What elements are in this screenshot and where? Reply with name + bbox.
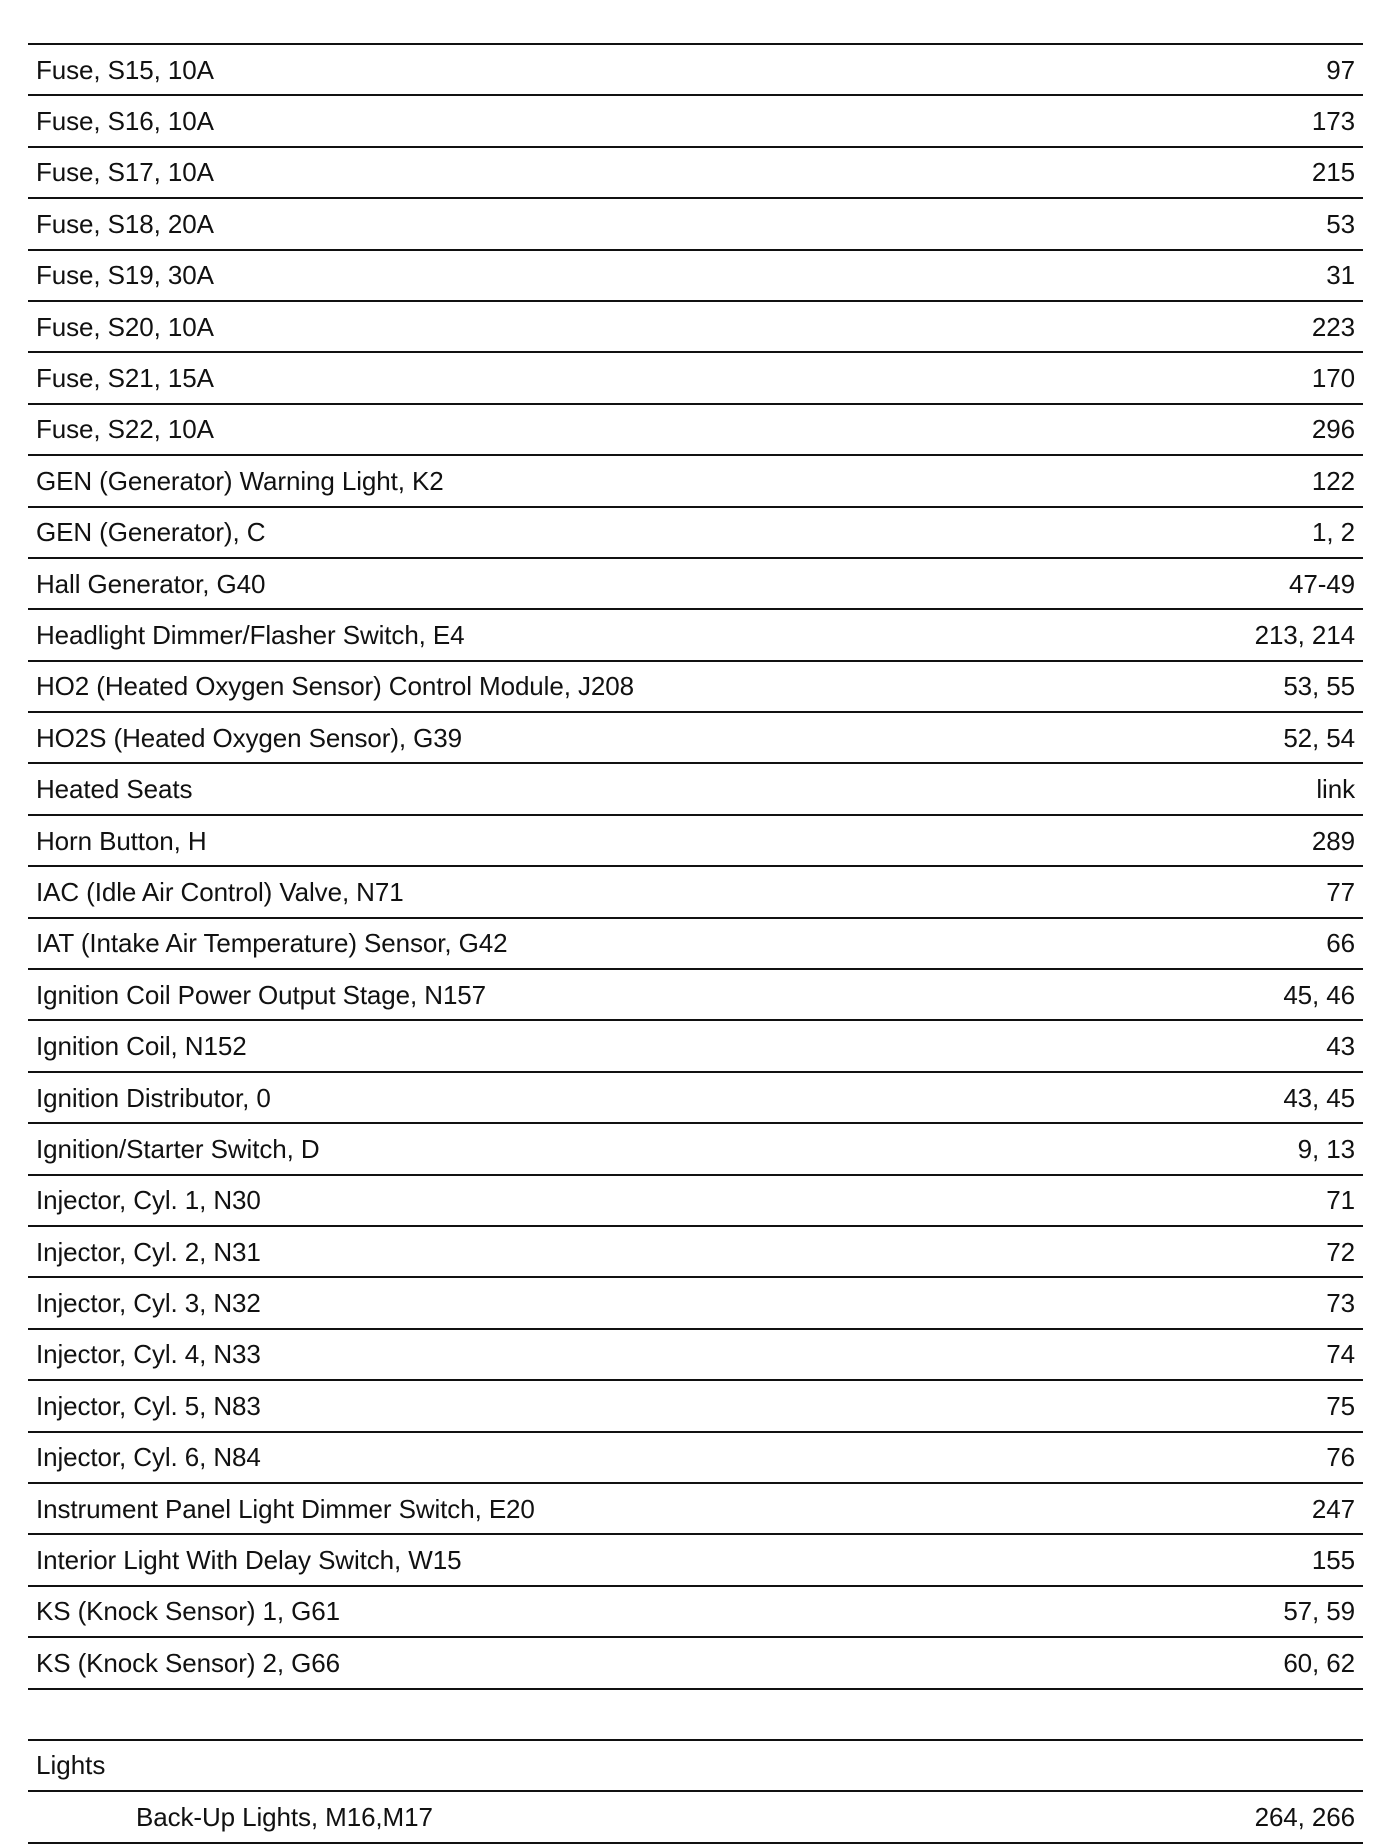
component-label: GEN (Generator), C <box>36 517 266 548</box>
index-row[interactable] <box>28 1381 1363 1432</box>
index-row[interactable] <box>28 1433 1363 1484</box>
page-reference: 47-49 <box>1289 568 1355 599</box>
index-row[interactable] <box>28 353 1363 404</box>
index-row[interactable] <box>28 1124 1363 1175</box>
page-reference-link[interactable]: link <box>1316 774 1355 805</box>
index-row[interactable] <box>28 45 1363 96</box>
page-reference: 170 <box>1311 363 1355 394</box>
index-row[interactable] <box>28 251 1363 302</box>
section-heading-lights <box>28 1741 1363 1792</box>
page-reference: 75 <box>1326 1390 1355 1421</box>
index-row[interactable] <box>28 919 1363 970</box>
index-row[interactable] <box>28 148 1363 199</box>
page-reference: 247 <box>1311 1493 1355 1524</box>
index-row[interactable] <box>28 1535 1363 1586</box>
page-reference: 73 <box>1326 1288 1355 1319</box>
component-label: Injector, Cyl. 6, N84 <box>36 1442 261 1473</box>
page-reference: 223 <box>1311 311 1355 342</box>
page-reference: 264, 266 <box>1254 1801 1355 1832</box>
index-row[interactable] <box>28 559 1363 610</box>
index-row[interactable] <box>28 1021 1363 1072</box>
page-reference: 60, 62 <box>1283 1647 1355 1678</box>
page-reference: 43 <box>1326 1031 1355 1062</box>
page-reference: 76 <box>1326 1442 1355 1473</box>
page-reference: 72 <box>1326 1236 1355 1267</box>
index-row[interactable] <box>28 1176 1363 1227</box>
component-label: Ignition/Starter Switch, D <box>36 1133 320 1164</box>
index-row[interactable] <box>28 302 1363 353</box>
index-row[interactable] <box>28 1484 1363 1535</box>
component-label: HO2S (Heated Oxygen Sensor), G39 <box>36 722 463 753</box>
page-reference: 296 <box>1311 414 1355 445</box>
component-label: KS (Knock Sensor) 1, G61 <box>36 1596 340 1627</box>
component-label: Injector, Cyl. 1, N30 <box>36 1185 261 1216</box>
component-index-table <box>28 43 1363 1844</box>
section-spacer <box>28 1690 1363 1741</box>
index-row[interactable] <box>28 610 1363 661</box>
index-row[interactable] <box>28 867 1363 918</box>
page-reference: 52, 54 <box>1283 722 1355 753</box>
page-reference: 66 <box>1326 928 1355 959</box>
component-label: IAT (Intake Air Temperature) Sensor, G42 <box>36 928 508 959</box>
component-label: Back-Up Lights, M16,M17 <box>136 1801 433 1832</box>
component-label: Injector, Cyl. 4, N33 <box>36 1339 261 1370</box>
index-row[interactable] <box>28 1638 1363 1689</box>
component-label: Fuse, S22, 10A <box>36 414 214 445</box>
component-label: Fuse, S20, 10A <box>36 311 214 342</box>
page-reference: 45, 46 <box>1283 979 1355 1010</box>
component-label: Fuse, S17, 10A <box>36 157 214 188</box>
index-row[interactable] <box>28 96 1363 147</box>
index-row[interactable] <box>28 456 1363 507</box>
index-row[interactable] <box>28 1073 1363 1124</box>
component-label: Horn Button, H <box>36 825 207 856</box>
component-label: Ignition Distributor, 0 <box>36 1082 271 1113</box>
index-row[interactable] <box>28 1792 1363 1843</box>
page-reference: 77 <box>1326 876 1355 907</box>
page-reference: 1, 2 <box>1312 517 1355 548</box>
section-heading-label: Lights <box>36 1750 106 1781</box>
component-label: Instrument Panel Light Dimmer Switch, E20 <box>36 1493 535 1524</box>
page-reference: 215 <box>1311 157 1355 188</box>
page-reference: 43, 45 <box>1283 1082 1355 1113</box>
index-row[interactable] <box>28 508 1363 559</box>
index-row[interactable] <box>28 199 1363 250</box>
page-reference: 53 <box>1326 208 1355 239</box>
page-reference: 289 <box>1311 825 1355 856</box>
component-label: KS (Knock Sensor) 2, G66 <box>36 1647 340 1678</box>
component-label: IAC (Idle Air Control) Valve, N71 <box>36 876 404 907</box>
component-label: HO2 (Heated Oxygen Sensor) Control Module, J208 <box>36 671 634 702</box>
index-row[interactable] <box>28 1227 1363 1278</box>
index-row[interactable] <box>28 713 1363 764</box>
component-label: GEN (Generator) Warning Light, K2 <box>36 465 444 496</box>
page-reference: 9, 13 <box>1297 1133 1355 1164</box>
page-reference: 213, 214 <box>1254 619 1355 650</box>
component-label: Hall Generator, G40 <box>36 568 266 599</box>
page-reference: 71 <box>1326 1185 1355 1216</box>
page-reference: 31 <box>1326 260 1355 291</box>
component-label: Injector, Cyl. 5, N83 <box>36 1390 261 1421</box>
component-label: Injector, Cyl. 3, N32 <box>36 1288 261 1319</box>
component-label: Ignition Coil, N152 <box>36 1031 247 1062</box>
index-row[interactable] <box>28 764 1363 815</box>
index-row[interactable] <box>28 1587 1363 1638</box>
component-label: Fuse, S15, 10A <box>36 54 214 85</box>
index-row[interactable] <box>28 1330 1363 1381</box>
index-row[interactable] <box>28 662 1363 713</box>
index-row[interactable] <box>28 405 1363 456</box>
component-label: Fuse, S16, 10A <box>36 106 214 137</box>
component-label: Ignition Coil Power Output Stage, N157 <box>36 979 487 1010</box>
component-label: Fuse, S18, 20A <box>36 208 214 239</box>
page-reference: 122 <box>1311 465 1355 496</box>
index-row[interactable] <box>28 816 1363 867</box>
component-label: Fuse, S21, 15A <box>36 363 214 394</box>
component-label: Injector, Cyl. 2, N31 <box>36 1236 261 1267</box>
index-row[interactable] <box>28 970 1363 1021</box>
page-reference: 57, 59 <box>1283 1596 1355 1627</box>
page-reference: 173 <box>1311 106 1355 137</box>
page-reference: 74 <box>1326 1339 1355 1370</box>
component-label: Headlight Dimmer/Flasher Switch, E4 <box>36 619 465 650</box>
page-reference: 53, 55 <box>1283 671 1355 702</box>
page-reference: 155 <box>1311 1545 1355 1576</box>
component-label: Heated Seats <box>36 774 193 805</box>
index-row[interactable] <box>28 1278 1363 1329</box>
component-label: Interior Light With Delay Switch, W15 <box>36 1545 462 1576</box>
page-reference: 97 <box>1326 54 1355 85</box>
component-label: Fuse, S19, 30A <box>36 260 214 291</box>
